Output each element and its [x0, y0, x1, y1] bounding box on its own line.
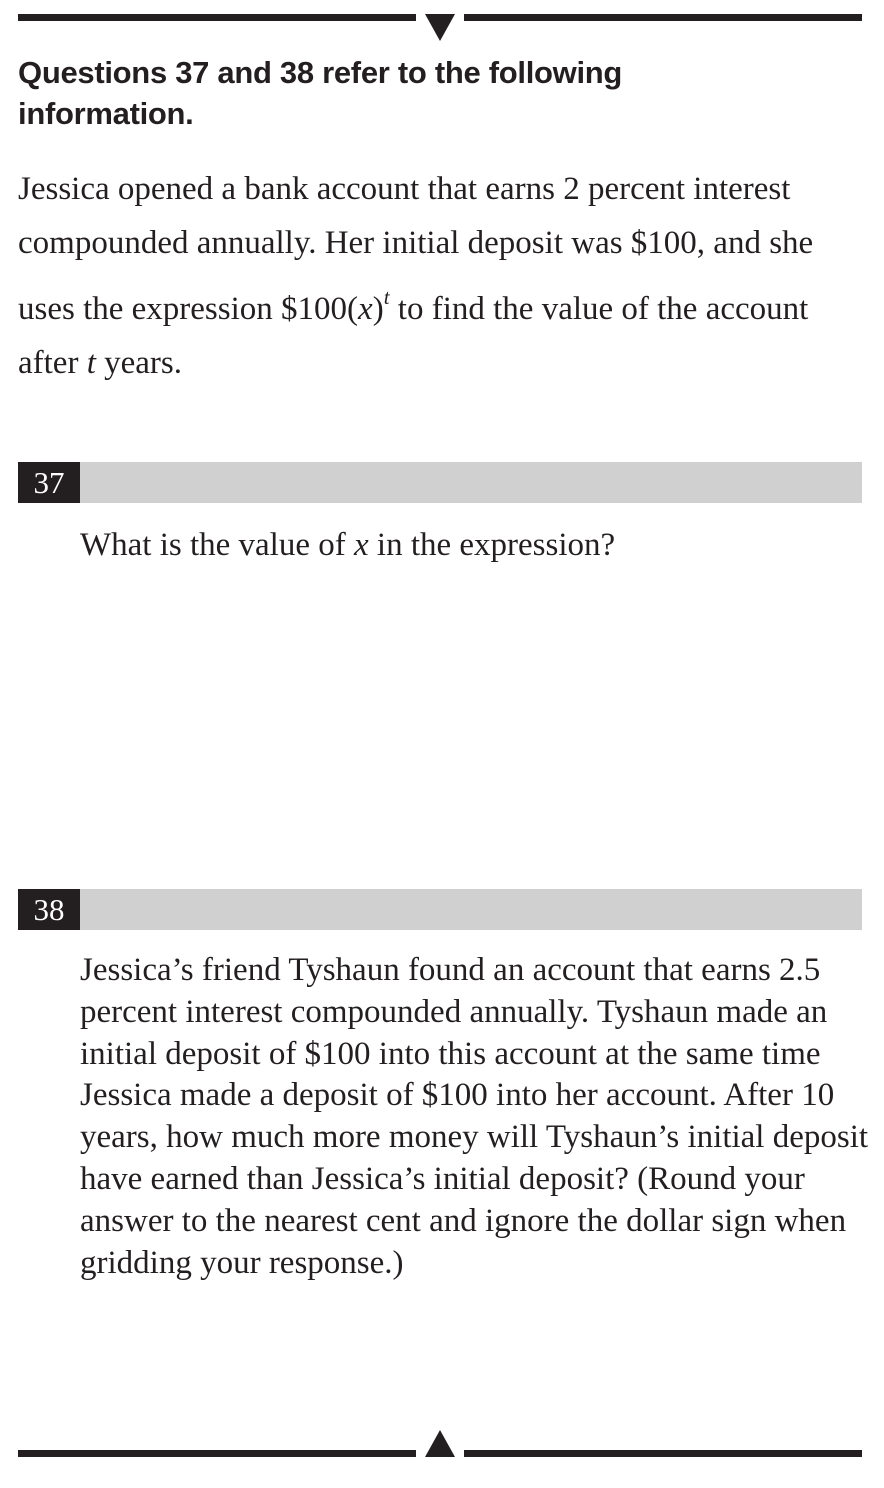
question-38-header-bar — [18, 889, 862, 930]
top-divider-right-bar — [464, 14, 862, 21]
question-37-header-bar — [18, 462, 862, 503]
top-divider — [18, 14, 862, 21]
bottom-divider-right-bar — [464, 1450, 862, 1457]
bottom-divider — [18, 1450, 862, 1457]
question-number-37: 37 — [18, 462, 80, 503]
question-37-variable-x: x — [354, 527, 369, 563]
expression-exponent-t: t — [383, 285, 390, 309]
down-triangle-icon — [425, 14, 455, 41]
question-37-text — [80, 523, 870, 567]
question-37-text-before: What is the value of — [80, 527, 354, 563]
question-38-text: Jessica’s friend Tyshaun found an account that earns 2.5 percent interest compounded annually. Tyshaun made an initial deposit of $100 into this account at the same time Jessica made a deposit of $100 into her account. After 10 years, how much more money will Tyshaun’s initial deposit have earned than Jessica’s initial deposit? (Round your answer to the nearest cent and ignore the dollar sign when gridding your response.) — [80, 952, 869, 1281]
variable-t: t — [86, 345, 96, 381]
question-37-text-after: in the expression? — [368, 527, 616, 563]
intro-text-part1: Jessica opened a bank account that earns 2 percent interest compounded annually. Her initial deposit was $100, and she uses the expression — [18, 171, 814, 327]
expression — [281, 285, 390, 327]
top-divider-left-bar — [18, 14, 416, 21]
expression-close: ) — [372, 291, 384, 327]
expression-variable-x: x — [358, 291, 373, 327]
section-heading: Questions 37 and 38 refer to the following information. — [18, 55, 623, 131]
bottom-divider-left-bar — [18, 1450, 416, 1457]
expression-base: $100( — [281, 291, 359, 327]
question-number-38: 38 — [18, 889, 80, 930]
up-triangle-icon — [425, 1430, 455, 1457]
intro-text-part3: years. — [95, 345, 183, 381]
intro-text-part2: to find the value of the account after — [18, 291, 809, 381]
intro-paragraph — [18, 162, 868, 390]
